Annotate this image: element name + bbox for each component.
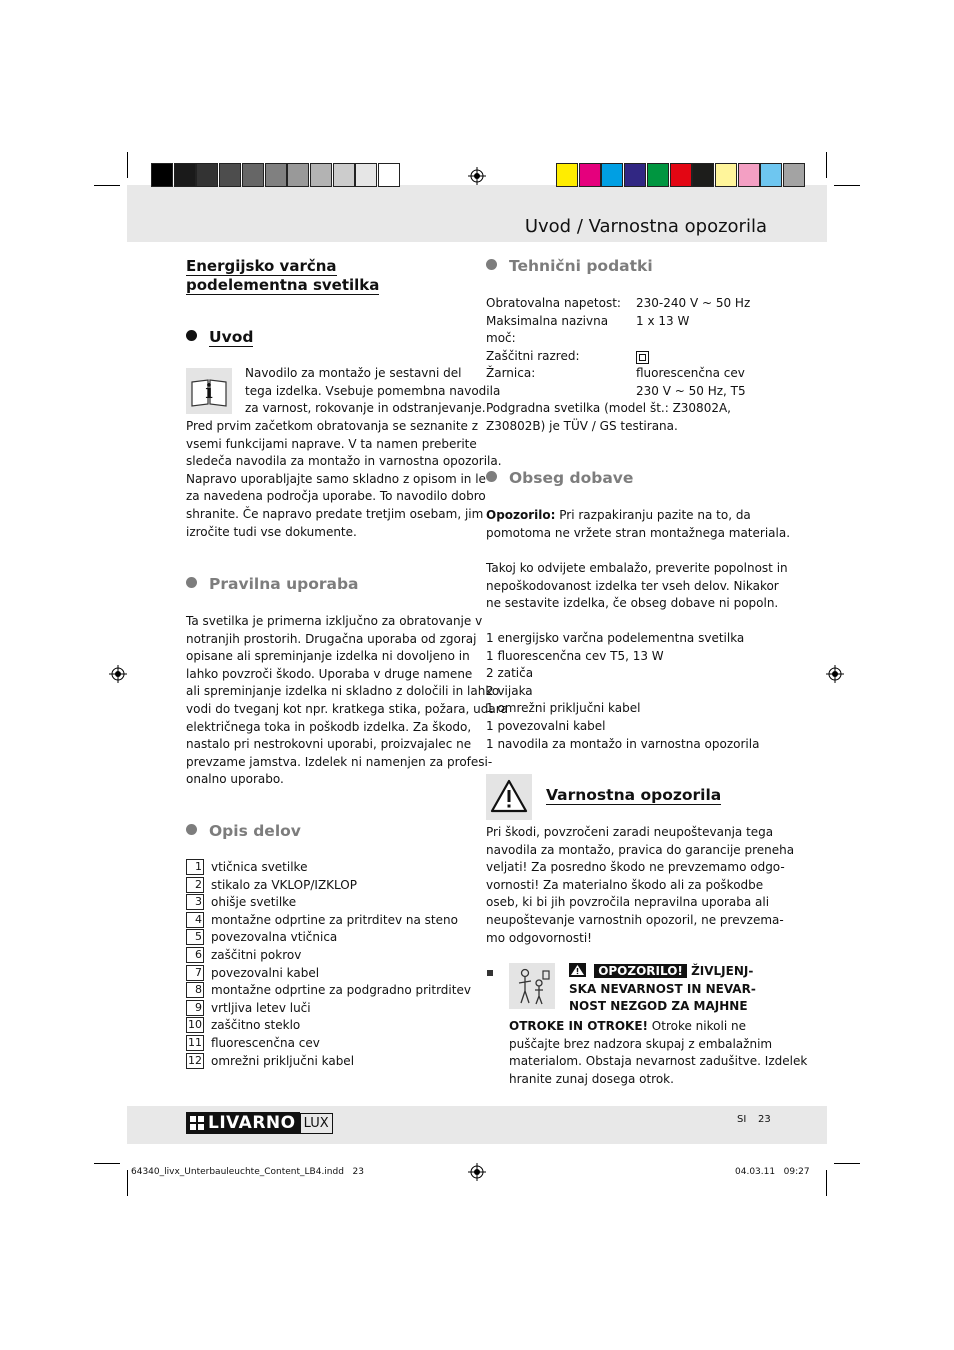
footer-lang: SI <box>737 1114 747 1125</box>
protection-class-ii-icon <box>636 351 649 364</box>
part-number: 9 <box>186 1000 204 1016</box>
tech-value: fluorescenčna cev <box>636 366 745 381</box>
list-item <box>186 1017 471 1035</box>
tech-table <box>486 295 750 401</box>
brand-logo: LIVARNO LUX <box>186 1112 333 1134</box>
section-heading-obseg-dobave: Obseg dobave <box>486 469 633 487</box>
section-heading-tehnicni-podatki: Tehnični podatki <box>486 257 653 275</box>
grey-swatch <box>151 163 173 187</box>
list-item <box>186 912 471 930</box>
obseg-text: Takoj ko odvijete embalažo, preverite popolnost in nepoškodovanost izdelka ter vseh delov. Nikakor ne sestavite izdelka, če obseg dobave ni popoln. <box>486 561 788 611</box>
section-heading-pravilna-uporaba: Pravilna uporaba <box>186 575 359 593</box>
registration-mark-icon <box>468 167 486 185</box>
color-swatch <box>760 163 782 187</box>
part-number: 5 <box>186 929 204 945</box>
part-label: ohišje svetilke <box>211 895 297 910</box>
parts-list <box>186 859 471 1070</box>
part-label: omrežni priključni kabel <box>211 1053 355 1068</box>
page-header-title: Uvod / Varnostna opozorila <box>524 216 767 237</box>
list-item <box>186 947 471 965</box>
child-warning-icon <box>509 963 555 1009</box>
part-number: 8 <box>186 982 204 998</box>
table-row <box>486 383 750 401</box>
small-warning-icon <box>569 963 586 977</box>
grey-swatch <box>219 163 241 187</box>
crop-mark <box>834 185 860 186</box>
part-label: zaščitni pokrov <box>211 947 302 962</box>
warning-triangle-icon <box>486 774 532 820</box>
list-item <box>186 894 471 912</box>
grey-swatch <box>265 163 287 187</box>
part-label: povezovalni kabel <box>211 965 320 980</box>
list-item <box>186 929 471 947</box>
crop-mark <box>94 185 120 186</box>
list-item <box>186 1053 471 1071</box>
obseg-items: 1 energijsko varčna podelementna svetilka 1 fluorescenčna cev T5, 13 W 2 zatiča 2 vijaka 1 omrežni priključni kabel 1 povezovalni kabel 1 navodila za montažo in varnostna opozorila <box>486 631 760 751</box>
registration-mark-icon <box>109 665 127 683</box>
color-swatch <box>670 163 692 187</box>
registration-mark-icon <box>468 1163 486 1181</box>
color-swatch <box>624 163 646 187</box>
crop-mark <box>94 1163 120 1164</box>
pravilna-uporaba-text: Ta svetilka je primerna izključno za obratovanje v notranjih prostorih. Drugačna uporaba od zgoraj opisane ali spreminjanje izdelka ni dovoljeno in lahko povzroči škodo. Uporaba v druge namene ali spreminjanje izdelka ni skladno z določili in lahko vodi do tveganj kot npr. kratkega stika, požara, udara električnega toka in poškodb izdelka. Za škodo, nastalo pri nestrokovni uporabi, proizvajalec ne prevzame jamstva. Izdelek ni namenjen za profesi- onalno uporabo. <box>186 614 508 787</box>
color-swatch <box>647 163 669 187</box>
list-item <box>186 965 471 983</box>
crop-mark <box>826 1170 827 1196</box>
grey-swatch <box>287 163 309 187</box>
part-number: 3 <box>186 894 204 910</box>
footer-file-info: 64340_livx_Unterbauleuchte_Content_LB4.indd 23 <box>131 1167 364 1177</box>
part-number: 7 <box>186 965 204 981</box>
crop-mark <box>127 1170 128 1196</box>
color-swatch <box>783 163 805 187</box>
tech-key: Maksimalna nazivna moč: <box>486 313 609 346</box>
tech-value: 230-240 V ~ 50 Hz <box>636 296 751 310</box>
part-label: montažne odprtine za podgradno pritrditev <box>211 983 471 998</box>
part-label: povezovalna vtičnica <box>211 930 338 945</box>
list-item <box>186 982 471 1000</box>
list-item <box>186 1035 471 1053</box>
part-label: fluorescenčna cev <box>211 1035 320 1050</box>
part-number: 4 <box>186 912 204 928</box>
color-swatch <box>579 163 601 187</box>
part-number: 1 <box>186 859 204 875</box>
part-number: 10 <box>188 1018 202 1032</box>
tech-value: 230 V ~ 50 Hz, T5 <box>636 383 746 398</box>
color-swatch <box>692 163 714 187</box>
grey-swatch <box>196 163 218 187</box>
grey-swatch <box>174 163 196 187</box>
part-label: vtičnica svetilke <box>211 860 308 874</box>
bullet-square <box>487 970 493 976</box>
footer-date: 04.03.11 09:27 <box>735 1167 810 1177</box>
svg-text:i: i <box>205 379 213 403</box>
table-row <box>486 348 750 366</box>
tech-note: Podgradna svetilka (model št.: Z30802A, Z30802B) je TÜV / GS testirana. <box>486 401 731 433</box>
part-number: 6 <box>186 947 204 963</box>
part-label: zaščitno steklo <box>211 1018 301 1033</box>
crop-mark <box>826 152 827 178</box>
part-label: stikalo za VKLOP/IZKLOP <box>211 877 357 892</box>
color-swatch <box>601 163 623 187</box>
tech-value: 1 x 13 W <box>636 313 690 328</box>
list-item <box>186 1000 471 1018</box>
section-heading-varnostna-opozorila: Varnostna opozorila <box>546 786 722 804</box>
info-book-icon <box>186 368 232 414</box>
varnost-text: Pri škodi, povzročeni zaradi neupoštevanja tega navodila za montažo, pravica do garancije preneha veljati! Za posredno škodo ne prevzemamo odgo- vornosti! Za materialno škodo ali za poškodbe oseb, ki bi jih povzročila nepravilna uporaba ali neupoštevanje varnostnih opozoril, ne prevzema- mo odgovornosti! <box>486 825 795 945</box>
table-row <box>486 295 750 313</box>
color-swatch <box>738 163 760 187</box>
part-number: 2 <box>186 877 204 893</box>
uvod-intro: Navodilo za montažo je sestavni del tega izdelka. Vsebuje pomembna navodila za varnost, rokovanje in odstranjevanje. <box>245 366 501 416</box>
list-item <box>186 877 471 895</box>
grey-swatch <box>310 163 332 187</box>
document-title: Energijsko varčna podelementna svetilka <box>186 257 380 294</box>
tech-key <box>486 383 636 401</box>
crop-mark <box>127 152 128 178</box>
color-swatch <box>556 163 578 187</box>
part-number: 11 <box>188 1035 202 1049</box>
grey-swatch <box>242 163 264 187</box>
table-row <box>486 313 750 348</box>
child-warning-continued: OTROKE IN OTROKE! Otroke nikoli ne puščajte brez nadzora skupaj z embalažnim materialom. Obstaja nevarnost zadušitve. Izdelek hranite zunaj dosega otrok. <box>509 1019 808 1086</box>
crop-mark <box>834 1163 860 1164</box>
list-item <box>186 859 471 877</box>
part-label: vrtljiva letev luči <box>211 1000 311 1015</box>
grey-swatch <box>333 163 355 187</box>
grey-swatch <box>355 163 377 187</box>
section-heading-opis-delov: Opis delov <box>186 822 301 840</box>
tech-key: Zaščitni razred: <box>486 348 580 363</box>
part-label: montažne odprtine za pritrditev na steno <box>211 912 458 927</box>
table-row <box>486 365 750 383</box>
obseg-warning: Opozorilo: Pri razpakiranju pazite na to, da pomotoma ne vržete stran montažnega materiala. <box>486 508 791 540</box>
part-number: 12 <box>188 1053 202 1067</box>
section-heading-uvod: Uvod <box>186 328 253 346</box>
uvod-text: Pred prvim začetkom obratovanja se seznanite z vsemi funkcijami naprave. V ta namen preberite sledeča navodila za montažo in varnostna opozorila. Napravo uporabljajte samo skladno z opisom in le za navedena področja uporabe. To navodilo dobro shranite. Če napravo predate tretjim osebam, jim izročite tudi vse dokumente. <box>186 419 502 539</box>
tech-key: Obratovalna napetost: <box>486 296 621 310</box>
footer-page-number: 23 <box>758 1114 771 1125</box>
registration-mark-icon <box>826 665 844 683</box>
color-swatch <box>715 163 737 187</box>
child-warning-block: OPOZORILO! ŽIVLJENJ- SKA NEVARNOST IN NEVAR- NOST NEZGOD ZA MAJHNE <box>569 964 756 1014</box>
grey-swatch <box>378 163 400 187</box>
warning-badge: OPOZORILO! <box>594 964 687 978</box>
tech-key: Žarnica: <box>486 366 536 381</box>
